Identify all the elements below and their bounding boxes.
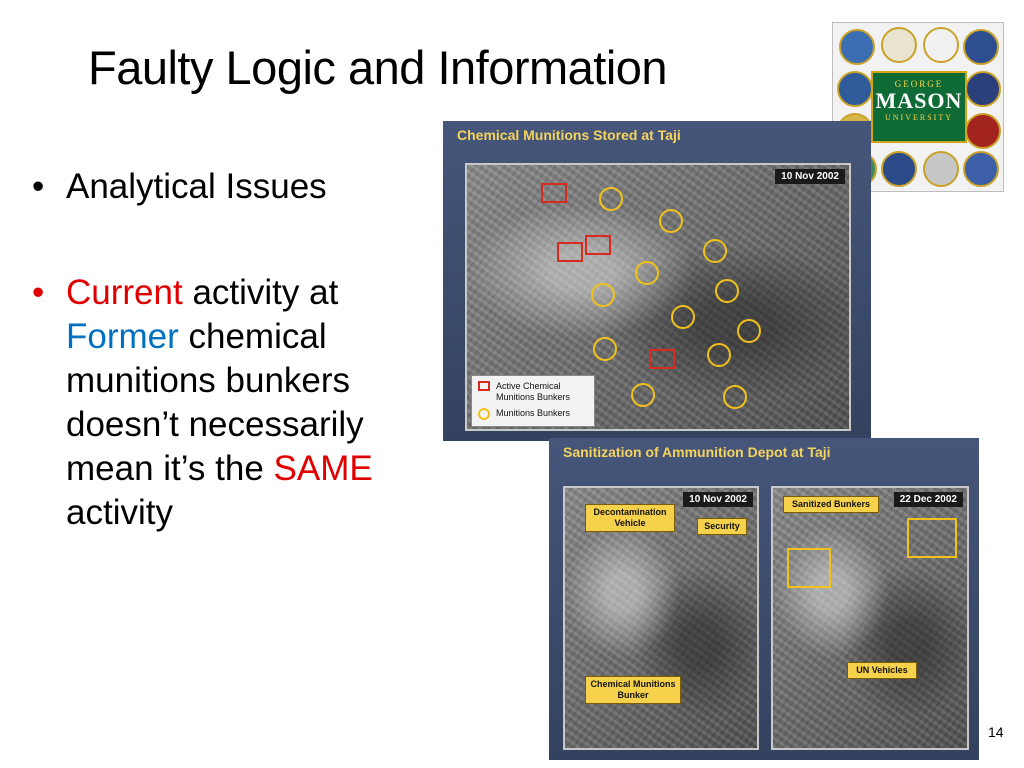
satellite-photo	[465, 163, 851, 431]
word-current: Current	[66, 273, 183, 312]
bunker-marker	[659, 209, 683, 233]
callout-sanitized-bunkers: Sanitized Bunkers	[783, 496, 879, 513]
seal-icon	[881, 151, 917, 187]
bunker-marker	[715, 279, 739, 303]
seal-icon	[965, 113, 1001, 149]
image-title: Chemical Munitions Stored at Taji	[457, 127, 681, 143]
slide-title: Faulty Logic and Information	[88, 41, 668, 94]
yellow-circle-icon	[478, 408, 490, 420]
date-label: 22 Dec 2002	[894, 492, 963, 507]
active-bunker-marker	[541, 183, 567, 203]
bunker-marker	[737, 319, 761, 343]
gmu-logo	[871, 71, 967, 143]
image-title: Sanitization of Ammunition Depot at Taji	[563, 444, 831, 460]
bullet-list	[32, 165, 452, 535]
logo-line: GEORGE	[894, 79, 944, 89]
taji-munitions-image	[443, 121, 871, 441]
satellite-photo-right	[771, 486, 969, 750]
bullet-text-part: activity at	[182, 273, 339, 312]
bunker-marker	[723, 385, 747, 409]
callout-security: Security	[697, 518, 747, 535]
logo-line: UNIVERSITY	[885, 113, 953, 122]
bunker-marker	[671, 305, 695, 329]
red-square-icon	[478, 381, 490, 391]
active-bunker-marker	[585, 235, 611, 255]
callout-un-vehicles: UN Vehicles	[847, 662, 917, 679]
seal-icon	[923, 151, 959, 187]
bullet-text-part: chemical munitions bunkers doesn’t necessarily mean it’s the	[66, 317, 364, 488]
date-label: 10 Nov 2002	[683, 492, 753, 507]
seal-icon	[837, 71, 873, 107]
map-legend	[471, 375, 595, 427]
taji-sanitization-image	[549, 438, 979, 760]
legend-item-active	[478, 381, 580, 403]
bunker-marker	[591, 283, 615, 307]
bunker-marker	[631, 383, 655, 407]
bunker-marker	[599, 187, 623, 211]
word-same: SAME	[273, 449, 373, 488]
legend-label: Munitions Bunkers	[496, 408, 571, 418]
bullet-text-part: activity	[66, 493, 173, 532]
bullet-current-activity	[32, 271, 452, 535]
legend-item-bunkers	[478, 408, 570, 420]
bunker-marker	[703, 239, 727, 263]
bullet-text: Analytical Issues	[66, 167, 327, 206]
sanitized-bunker-box	[907, 518, 957, 558]
sanitized-bunker-box	[787, 548, 831, 588]
seal-icon	[963, 151, 999, 187]
seal-icon	[963, 29, 999, 65]
active-bunker-marker	[649, 349, 675, 369]
seal-icon	[923, 27, 959, 63]
seal-icon	[965, 71, 1001, 107]
satellite-photo-left	[563, 486, 759, 750]
seal-icon	[881, 27, 917, 63]
active-bunker-marker	[557, 242, 583, 262]
word-former: Former	[66, 317, 179, 356]
date-label: 10 Nov 2002	[775, 169, 845, 184]
logo-line: MASON	[875, 88, 963, 113]
bunker-marker	[707, 343, 731, 367]
callout-chemical-munitions-bunker: Chemical Munitions Bunker	[585, 676, 681, 704]
page-number: 14	[988, 724, 1004, 740]
bunker-marker	[635, 261, 659, 285]
bunker-marker	[593, 337, 617, 361]
legend-label: Active Chemical Munitions Bunkers	[496, 381, 571, 402]
bullet-marker: •	[32, 167, 45, 206]
seal-icon	[839, 29, 875, 65]
callout-decontamination-vehicle: Decontamination Vehicle	[585, 504, 675, 532]
bullet-marker: •	[32, 273, 45, 312]
bullet-analytical-issues	[32, 165, 452, 209]
